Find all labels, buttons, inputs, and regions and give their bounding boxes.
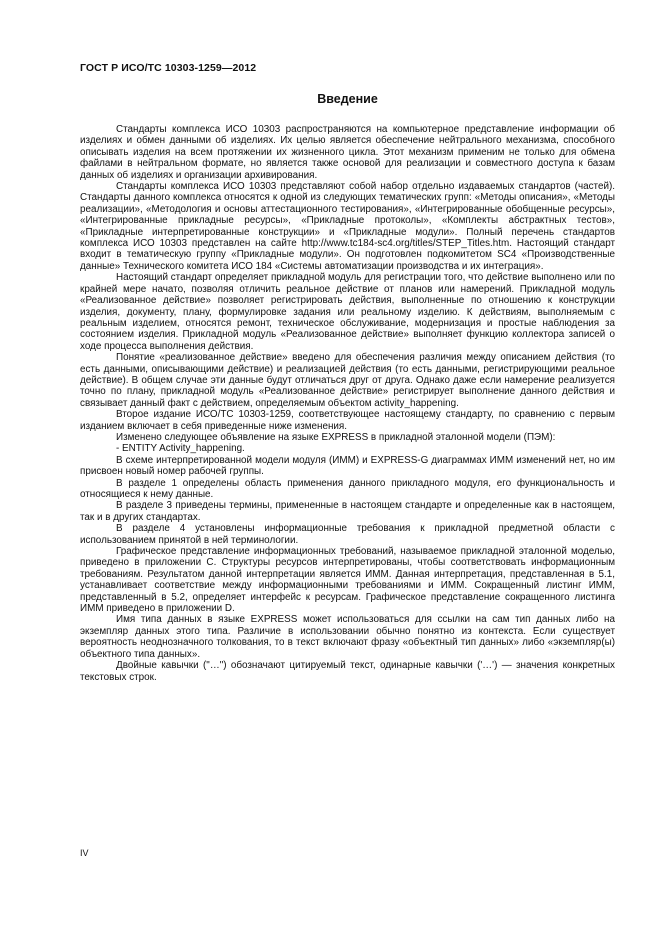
paragraph: В разделе 3 приведены термины, примененные в настоящем стандарте и определенные как в настоящем, так и в других стандартах. bbox=[80, 500, 615, 523]
paragraph: Имя типа данных в языке EXPRESS может использоваться для ссылки на сам тип данных либо на экземпляр данных этого типа. Различие в использовании обычно понятно из контекста. Если существует вероятность неоднозначного толкования, то в текст включают фразу «объектный тип данных» либо «экземпляр(ы) объектного типа данных». bbox=[80, 614, 615, 660]
paragraph: Стандарты комплекса ИСО 10303 представляют собой набор отдельно издаваемых стандартов (частей). Стандарты данного комплекса относятся к одной из следующих тематических групп: «Методы описания», «Методы реализации», «Методология и основы аттестационного тестирования», «Интегрированные обобщенные ресурсы», «Интегрированные прикладные ресурсы», «Прикладные протоколы», «Комплекты абстрактных тестов», «Прикладные интерпретированные конструкции» и «Прикладные модули». Полный перечень стандартов комплекса ИСО 10303 представлен на сайте http://www.tc184-sc4.org/titles/STEP_Titles.htm. Настоящий стандарт входит в тематическую группу «Прикладные модули». Он подготовлен подкомитетом SC4 «Производственные данные» Технического комитета ИСО 184 «Системы автоматизации производства и их интеграция». bbox=[80, 181, 615, 272]
page-number: IV bbox=[80, 848, 89, 858]
paragraph: Настоящий стандарт определяет прикладной модуль для регистрации того, что действие выполнено или по крайней мере начато, позволяя отличить реальное действие от планов или намерений. Прикладной модуль «Реализованное действие» позволяет регистрировать действия, выполненные по отношению к конструкции изделия, документу, плану, формулировке задания или реальному изделию. К действиям, выполняемым с реальным изделием, относятся ремонт, техническое обслуживание, модернизация и простые наблюдения за состоянием изделия. Прикладной модуль «Реализованное действие» выполняет функцию коллектора записей о ходе процесса выполнения действия. bbox=[80, 272, 615, 352]
introduction-body bbox=[80, 124, 615, 683]
paragraph: Стандарты комплекса ИСО 10303 распространяются на компьютерное представление информации об изделиях и обмен данными об изделиях. Их целью является обеспечение нейтрального механизма, способного описывать изделия на всем протяжении их жизненного цикла. Этот механизм применим не только для обмена файлами в нейтральном формате, но является также основой для реализации и совместного доступа к базам данных об изделиях и организации архивирования. bbox=[80, 124, 615, 181]
paragraph: Понятие «реализованное действие» введено для обеспечения различия между описанием действия (то есть данными, описывающими действие) и реализацией действия (то есть данными, регистрирующими реальное действие). В общем случае эти данные будут отличаться друг от друга. Однако даже если намерение реализуется точно по плану, прикладной модуль «Реализованное действие» регистрирует выполнение данного действия и связывает данный факт с действием, определяемым объектом activity_happening. bbox=[80, 352, 615, 409]
document-designation: ГОСТ Р ИСО/ТС 10303-1259—2012 bbox=[80, 62, 257, 74]
paragraph: Двойные кавычки ("…") обозначают цитируемый текст, одинарные кавычки ('…') — значения конкретных текстовых строк. bbox=[80, 660, 615, 683]
paragraph: В схеме интерпретированной модели модуля (ИММ) и EXPRESS-G диаграммах ИММ изменений нет, но им присвоен новый номер рабочей группы. bbox=[80, 454, 615, 478]
paragraph: Второе издание ИСО/ТС 10303-1259, соответствующее настоящему стандарту, по сравнению с первым изданием включает в себя приведенные ниже изменения. bbox=[80, 409, 615, 432]
paragraph: Графическое представление информационных требований, называемое прикладной эталонной моделью, приведено в приложении С. Структуры ресурсов интерпретированы, чтобы соответствовать информационным требованиям. Результатом данной интерпретации является ИММ. Данная интерпретация, представленная в 5.1, устанавливает соответствие между информационными требованиями и ИММ. Сокращенный листинг ИММ, представленный в 5.2, определяет интерфейс к ресурсам. Графическое представление сокращенного листинга ИММ приведено в приложении D. bbox=[80, 546, 615, 615]
paragraph: - ENTITY Activity_happening. bbox=[116, 443, 245, 455]
paragraph: В разделе 4 установлены информационные требования к прикладной предметной области с использованием принятой в ней терминологии. bbox=[80, 523, 615, 546]
paragraph: В разделе 1 определены область применения данного прикладного модуля, его функциональность и относящиеся к нему данные. bbox=[80, 477, 615, 500]
section-title: Введение bbox=[317, 92, 378, 106]
paragraph: Изменено следующее объявление на языке EXPRESS в прикладной эталонной модели (ПЭМ): bbox=[116, 431, 556, 443]
